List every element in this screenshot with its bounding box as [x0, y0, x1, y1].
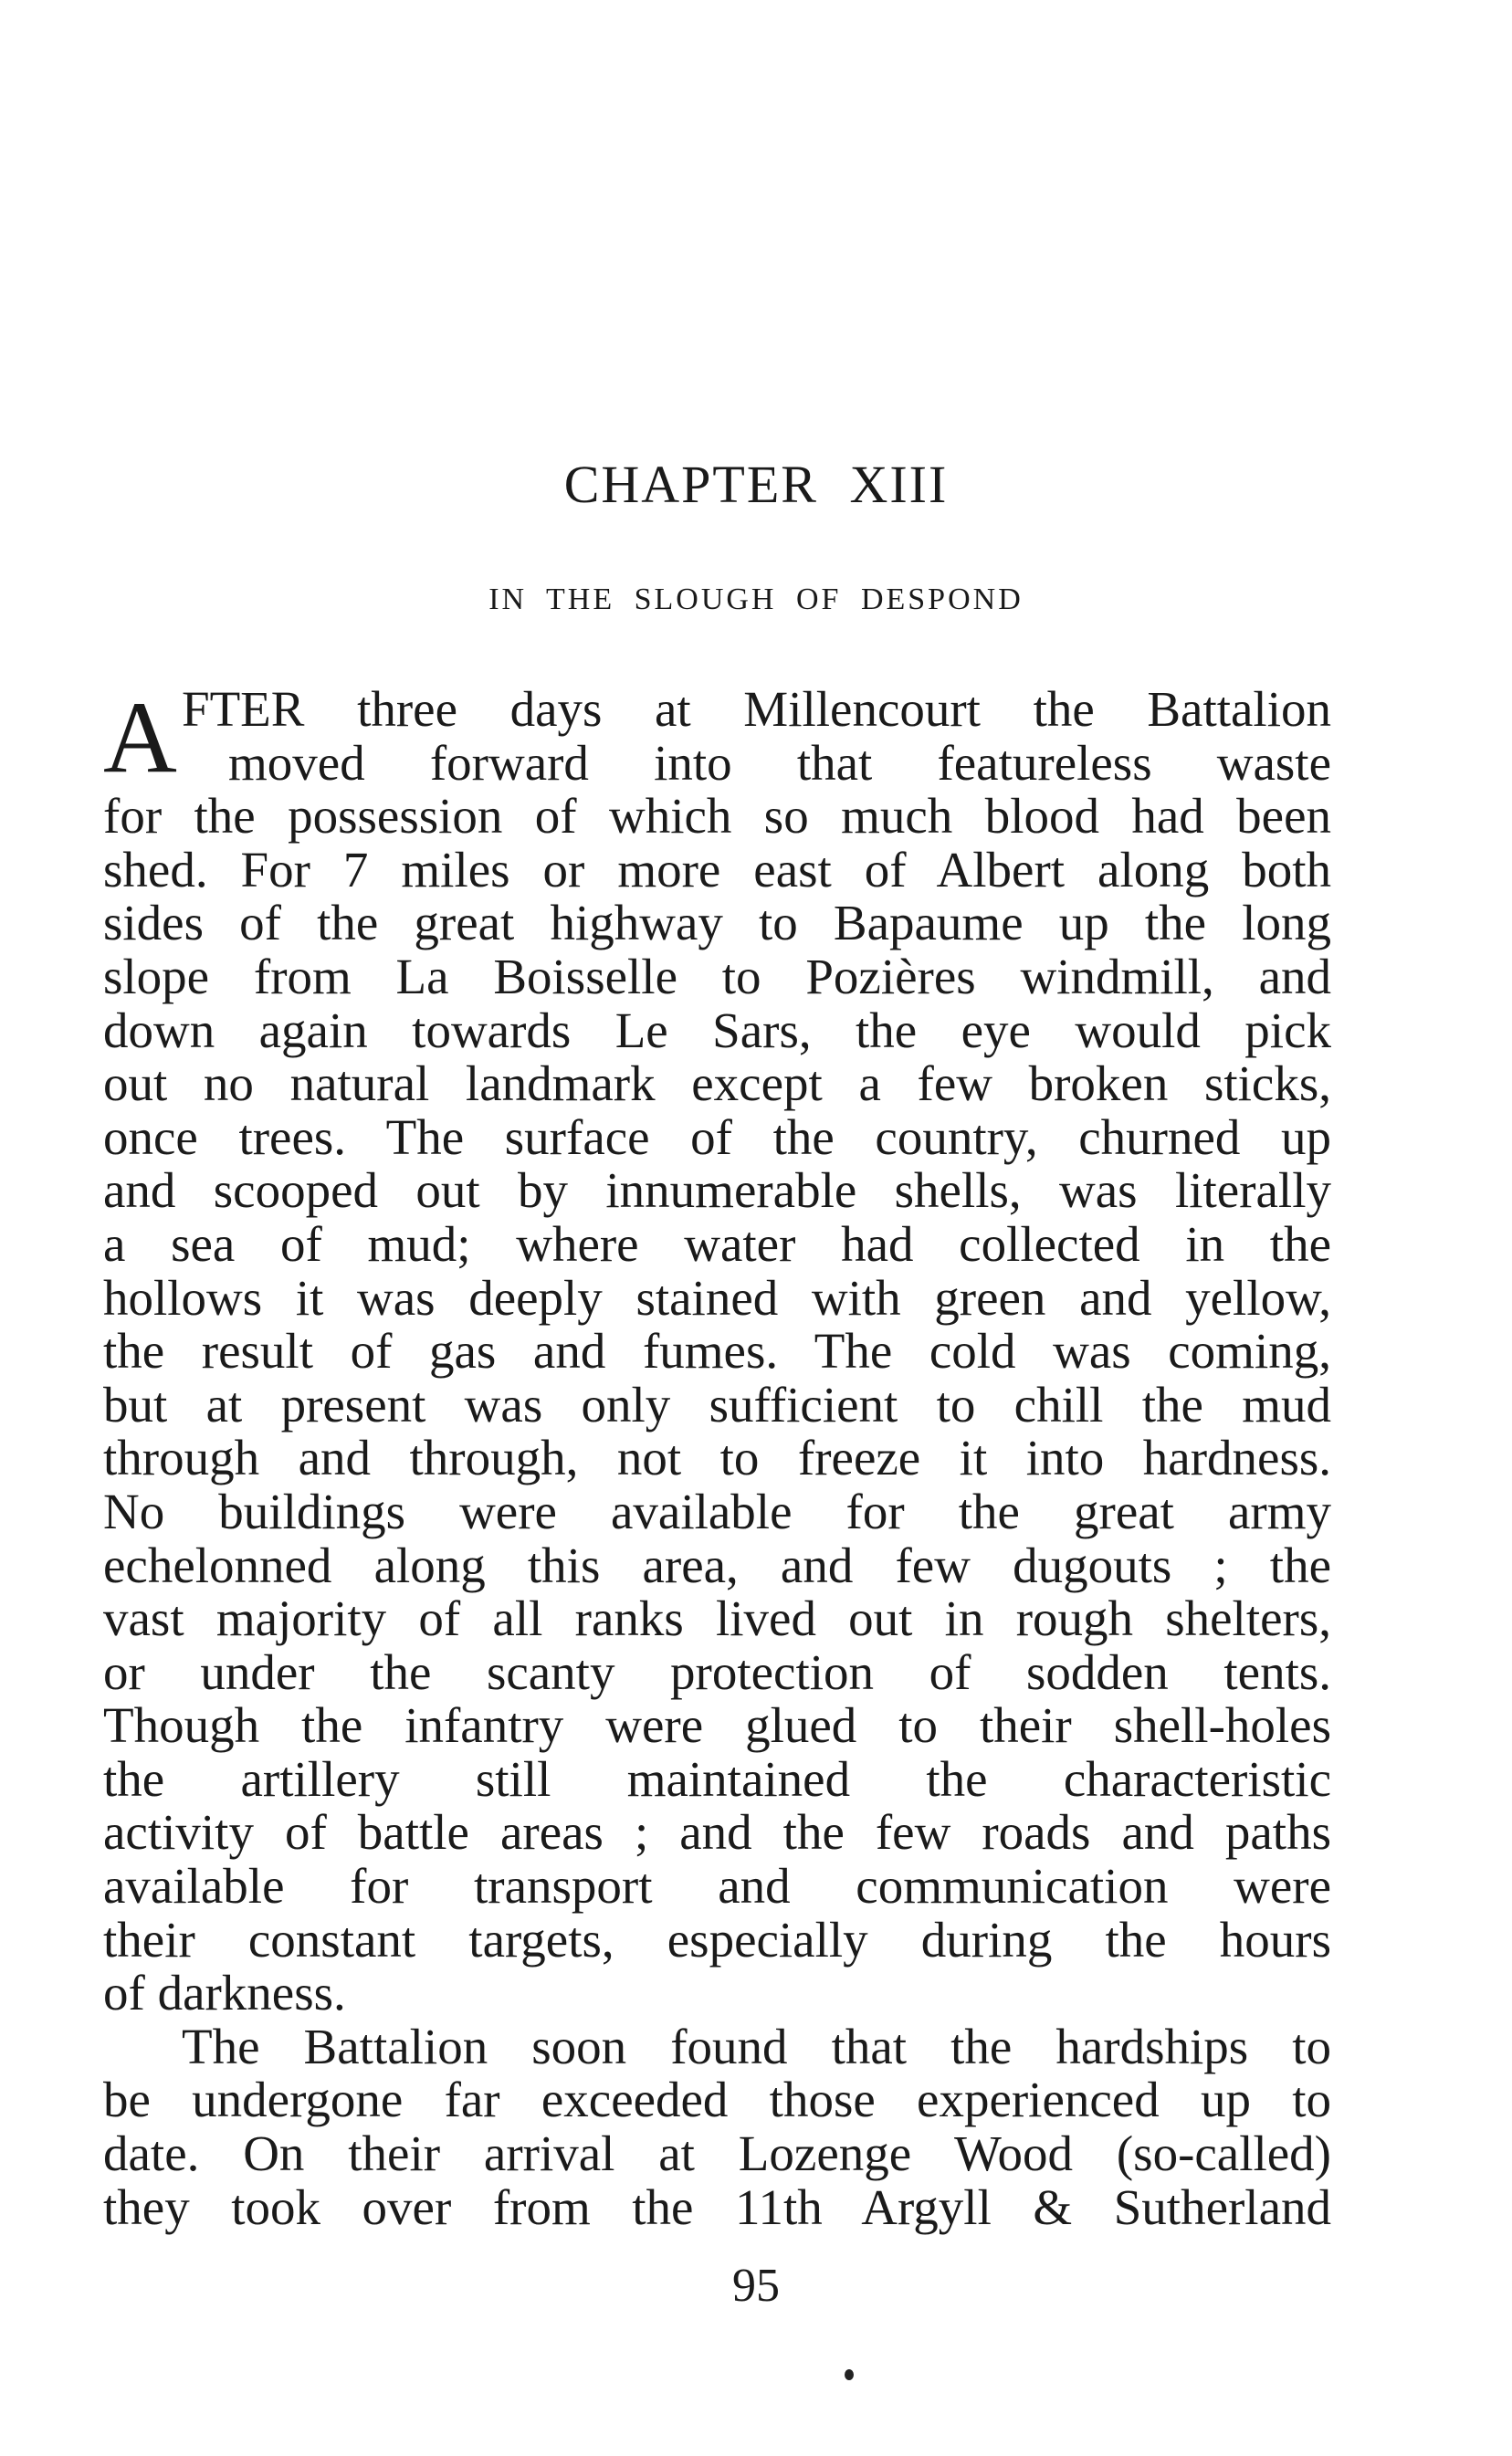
paragraph-line: the result of gas and fumes. The cold was coming, [103, 1323, 1331, 1380]
paragraph-line: activity of battle areas ; and the few roads and paths [103, 1804, 1331, 1861]
paragraph-line: they took over from the 11th Argyll & Sutherland [103, 2178, 1331, 2235]
chapter-title: IN THE SLOUGH OF DESPOND [488, 583, 1024, 616]
paragraph-line: a sea of mud; where water had collected in the [103, 1215, 1331, 1272]
paragraph-line: through and through, not to freeze it into hardness. [103, 1430, 1331, 1486]
paragraph-line: the artillery still maintained the characteristic [103, 1750, 1331, 1807]
paragraph-line: vast majority of all ranks lived out in rough shelters, [103, 1590, 1331, 1647]
chapter-heading: CHAPTER XIII [563, 455, 949, 514]
paragraph-line: date. On their arrival at Lozenge Wood (so-called) [103, 2125, 1331, 2182]
paragraph-line: sides of the great highway to Bapaume up the long [103, 895, 1331, 951]
paragraph-line: and scooped out by innumerable shells, was literally [103, 1162, 1331, 1219]
page-number: 95 [732, 2260, 780, 2312]
paragraph-line: be undergone far exceeded those experienced up to [103, 2072, 1331, 2128]
paragraph-line: No buildings were available for the great army [103, 1483, 1331, 1539]
drop-cap: A [103, 681, 177, 794]
paragraph-line: slope from La Boisselle to Pozières windmill, and [103, 948, 1331, 1004]
paragraph-line: shed. For 7 miles or more east of Albert along both [103, 841, 1331, 897]
paragraph-line: once trees. The surface of the country, churned up [103, 1108, 1331, 1165]
paragraph-line: of darkness. [103, 1965, 346, 2021]
paragraph-line: their constant targets, especially during the hours [103, 1911, 1331, 1968]
paragraph-line: out no natural landmark except a few broken sticks, [103, 1055, 1331, 1112]
paragraph-line: echelonned along this area, and few dugouts ; the [103, 1537, 1331, 1593]
line-text: FTER three days at Millencourt the Battalion [182, 681, 1331, 737]
paragraph-line: moved forward into that featureless waste [228, 734, 1331, 791]
paragraph-line: hollows it was deeply stained with green and yellow, [103, 1269, 1331, 1326]
paragraph-line: Though the infantry were glued to their shell-holes [103, 1697, 1331, 1754]
paragraph-line: or under the scanty protection of sodden tents. [103, 1643, 1331, 1700]
paragraph-line: The Battalion soon found that the hardships to [182, 2018, 1331, 2074]
paragraph-line: but at present was only sufficient to chill the mud [103, 1376, 1331, 1433]
body-text [103, 683, 1331, 2234]
paragraph-line: down again towards Le Sars, the eye would pick [103, 1002, 1331, 1058]
ink-mark [845, 2369, 854, 2380]
paragraph-line: available for transport and communication were [103, 1858, 1331, 1915]
paragraph-line: for the possession of which so much blood had been [103, 788, 1331, 845]
